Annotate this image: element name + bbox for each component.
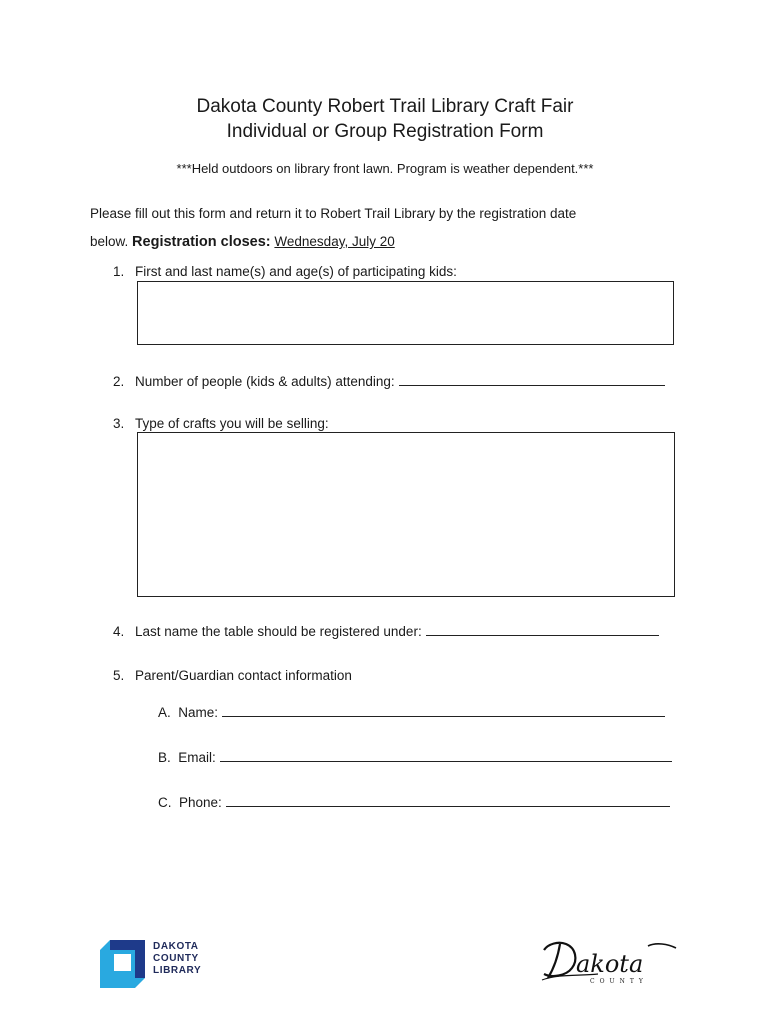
registration-deadline	[90, 234, 395, 250]
question-label: Number of people (kids & adults) attending:	[135, 374, 395, 389]
library-logo-text	[153, 941, 201, 977]
question-4	[113, 622, 659, 639]
closes-date: Wednesday, July 20	[274, 234, 395, 249]
question-number: 3.	[113, 416, 125, 431]
question-label: Parent/Guardian contact information	[135, 668, 352, 683]
question-number: 1.	[113, 264, 125, 279]
county-logo-sub: COUNTY	[590, 978, 648, 985]
item-label: Name:	[178, 705, 219, 720]
county-logo	[538, 934, 683, 988]
question-3	[113, 416, 329, 431]
name-field[interactable]	[222, 703, 665, 717]
logo-word: LIBRARY	[153, 965, 202, 976]
item-letter: B.	[158, 750, 171, 765]
question-label: Type of crafts you will be selling:	[135, 416, 329, 431]
weather-note: ***Held outdoors on library front lawn. Program is weather dependent.***	[176, 161, 594, 176]
question-label: First and last name(s) and age(s) of participating kids:	[135, 264, 457, 279]
question-label: Last name the table should be registered under:	[135, 624, 422, 639]
contact-email-row	[158, 748, 672, 765]
question-2	[113, 372, 665, 389]
intro-prefix: below.	[90, 234, 129, 249]
item-letter: A.	[158, 705, 171, 720]
question-number: 4.	[113, 624, 125, 639]
logo-word: COUNTY	[153, 953, 199, 964]
item-letter: C.	[158, 795, 172, 810]
intro-line: Please fill out this form and return it to Robert Trail Library by the registration date	[90, 206, 577, 221]
form-subtitle: Individual or Group Registration Form	[226, 121, 544, 142]
table-last-name-field[interactable]	[426, 622, 659, 636]
attendees-count-field[interactable]	[399, 372, 665, 386]
logo-word: DAKOTA	[153, 941, 199, 952]
question-5	[113, 668, 352, 683]
question-1	[113, 264, 457, 279]
closes-label: Registration closes:	[132, 234, 271, 250]
item-label: Phone:	[179, 795, 222, 810]
contact-phone-row	[158, 793, 670, 810]
item-label: Email:	[178, 750, 216, 765]
email-field[interactable]	[220, 748, 672, 762]
phone-field[interactable]	[226, 793, 670, 807]
question-number: 2.	[113, 374, 125, 389]
library-logo-icon	[100, 940, 145, 988]
question-number: 5.	[113, 668, 125, 683]
crafts-textarea[interactable]	[137, 432, 675, 597]
form-title: Dakota County Robert Trail Library Craft Fair	[196, 96, 574, 117]
contact-name-row	[158, 703, 665, 720]
kids-names-textarea[interactable]	[137, 281, 674, 345]
svg-text:akota: akota	[576, 950, 644, 978]
